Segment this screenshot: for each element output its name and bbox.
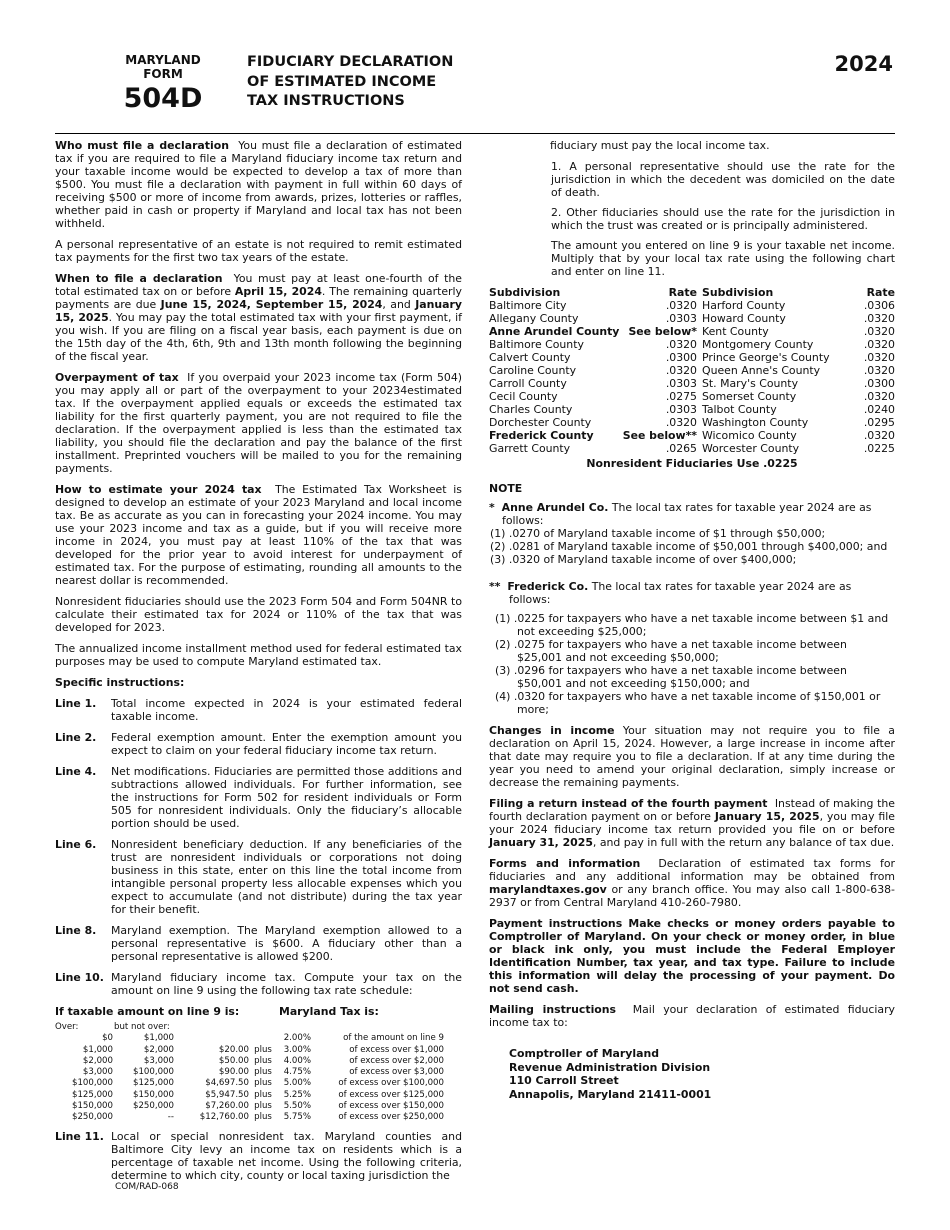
subdivision-cell: Harford County (702, 299, 786, 312)
schedule-cell-base: $7,260.00 (205, 1101, 249, 1112)
schedule-cell-pct: 2.00% (283, 1033, 311, 1044)
rate-cell: .0320 (863, 390, 895, 403)
frederick-name: Frederick Co. (507, 580, 589, 593)
frederick-note (489, 580, 895, 606)
line-text: Maryland exemption. The Maryland exemption allowed to a personal representative is $600. A fiduciary other than a personal representative is allowed $200. (111, 924, 462, 963)
subdivision-cell: Washington County (702, 416, 809, 429)
schedule-cell-pct: 5.00% (283, 1078, 311, 1089)
rate-row (489, 312, 895, 325)
schedule-cell-over: $3,000 (82, 1067, 113, 1078)
schedule-cell-base: $12,760.00 (199, 1112, 249, 1123)
line-item (55, 971, 462, 997)
schedule-cell-over: $150,000 (71, 1101, 113, 1112)
rate-row (489, 377, 895, 390)
footnote-mark: ** (489, 580, 501, 593)
rate-cell: .0320 (863, 325, 895, 338)
filing-heading: Filing a return instead of the fourth payment (489, 797, 768, 810)
how-to-estimate-text: The Estimated Tax Worksheet is designed to develop an estimate of your 2023 Maryland and local income tax. Be as accurate as you can in forecasting your 2024 income. You may use your 2023 income and tax as a guide, but if you will receive more income in 2024, you must pay at least 110% of the tax that was developed for the prior year to avoid interest for underpayment of estimated tax. For the purpose of estimating, rounding all amounts to the nearest dollar is recommended. (55, 483, 462, 587)
schedule-row (55, 1112, 444, 1123)
rate-cell: .0320 (665, 416, 697, 429)
address-line: Comptroller of Maryland (509, 1047, 659, 1060)
schedule-row (55, 1078, 444, 1089)
rate-cell: .0303 (665, 312, 697, 325)
schedule-cell-plus: plus (254, 1055, 272, 1066)
rate-row (489, 403, 895, 416)
rate-row (489, 429, 895, 442)
subdivision-cell: Baltimore City (489, 299, 567, 312)
schedule-cell-desc: of excess over $250,000 (338, 1112, 444, 1123)
forms-text-1: Declaration of estimated tax forms for fiduciaries and any additional information may be obtained from (489, 857, 895, 883)
list-item: (3) .0296 for taxpayers who have a net taxable income between $50,001 and not exceeding $150,000; and (495, 664, 847, 690)
rate-cell: .0300 (863, 377, 895, 390)
line-text: Federal exemption amount. Enter the exemption amount you expect to claim on your federal fiduciary income tax return. (111, 731, 462, 757)
nonresident-para: Nonresident fiduciaries should use the 2023 Form 504 and Form 504NR to calculate their estimated tax for 2024 or 110% of the tax that was developed for 2023. (55, 595, 462, 634)
anne-arundel-note (489, 501, 895, 527)
schedule-col-labels (55, 1022, 462, 1033)
anne-arundel-text: The local tax rates for taxable year 2024 are as follows: (502, 501, 872, 527)
filing-date-1: January 15, 2025 (714, 810, 820, 823)
rate-row (489, 299, 895, 312)
personal-rep-para: A personal representative of an estate is not required to remit estimated tax payments for the first two tax years of the estate. (55, 238, 462, 264)
line-label: Line 11. (55, 1129, 104, 1143)
frederick-text: The local tax rates for taxable year 2024 are as follows: (509, 580, 852, 606)
schedule-header (55, 1005, 462, 1018)
when-to-file-para (55, 272, 462, 363)
line-item (55, 838, 462, 916)
mailing-address (509, 1047, 895, 1102)
address-line: Annapolis, Maryland 21411-0001 (509, 1088, 712, 1102)
list-item: (4) .0320 for taxpayers who have a net taxable income of $150,001 or more; (495, 690, 881, 716)
subdivision-cell: Frederick County (489, 429, 594, 442)
criterion-3: The amount you entered on line 9 is your taxable net income. Multiply that by your local tax rate using the following chart and enter on line 11. (551, 239, 895, 278)
filing-text-1: Instead of making the fourth declaration payment on or before (489, 797, 895, 823)
rate-cell: .0275 (665, 390, 697, 403)
filing-date-2: January 31, 2025 (489, 836, 593, 849)
rate-row (489, 364, 895, 377)
criterion-2: 2. Other fiduciaries should use the rate for the jurisdiction in which the trust was created or is principally administered. (551, 206, 895, 232)
schedule-cell-base (174, 1033, 249, 1044)
line-item (55, 1130, 462, 1182)
schedule-cell-over: $0 (102, 1033, 113, 1044)
subdivision-cell: Baltimore County (489, 338, 584, 351)
line-label: Line 6. (55, 838, 97, 851)
form-id-block (115, 53, 211, 115)
changes-para (489, 724, 895, 789)
rate-cell: See below** (622, 429, 697, 442)
schedule-cell-desc: of excess over $3,000 (349, 1067, 444, 1078)
mailing-heading: Mailing instructions (489, 1003, 617, 1016)
overpayment-heading: Overpayment of tax (55, 371, 179, 384)
forms-text-2: or any branch office. You may also call 1-800-638-2937 or from Central Maryland 410-260-7980. (489, 883, 895, 909)
line-label: Line 2. (55, 731, 97, 744)
rate-cell: .0300 (665, 351, 697, 364)
col-rate: Rate (668, 286, 697, 299)
when-text-4: . You may pay the total estimated tax with your first payment, if you wish. If you are filing on a fiscal year basis, each payment is due on the 15th day of the 4th, 6th, 9th and 13th month following the beginning of the fiscal year. (55, 311, 462, 363)
when-date-3: January 15, 2025 (55, 298, 462, 324)
rate-cell: .0320 (665, 338, 697, 351)
form-code: COM/RAD-068 (115, 1182, 179, 1192)
schedule-cell-base: $90.00 (218, 1067, 249, 1078)
mailing-para (489, 1003, 895, 1029)
line-text: Nonresident beneficiary deduction. If any beneficiaries of the trust are nonresident individuals or corporations not doing business in this state, enter on this line the total income from intangible personal property less allocable expenses which you expect to accumulate (and not distribute) during the tax year for their benefit. (111, 838, 462, 916)
schedule-cell-not-over: $1,000 (143, 1033, 174, 1044)
frederick-list (495, 612, 895, 716)
subdivision-cell: Calvert County (489, 351, 571, 364)
rate-cell: .0303 (665, 377, 697, 390)
schedule-cell-desc: of excess over $100,000 (338, 1078, 444, 1089)
schedule-cell-over: $2,000 (82, 1055, 113, 1066)
rate-table-header (489, 286, 895, 299)
schedule-row (55, 1056, 444, 1067)
subdivision-cell: Garrett County (489, 442, 571, 455)
forms-heading: Forms and information (489, 857, 641, 870)
subdivision-cell: St. Mary's County (702, 377, 799, 390)
schedule-cell-over: $125,000 (71, 1089, 113, 1100)
subdivision-cell: Kent County (702, 325, 769, 338)
schedule-cell-not-over: $125,000 (132, 1078, 174, 1089)
schedule-cell-plus: plus (254, 1101, 272, 1112)
rate-row (489, 416, 895, 429)
criteria-block (551, 160, 895, 278)
filing-para (489, 797, 895, 849)
rate-cell: .0303 (665, 403, 697, 416)
overpayment-text: If you overpaid your 2023 income tax (Form 504) you may apply all or part of the overpayment to your 20234estimated tax. If the overpayment applied equals or exceeds the estimated tax liability for the first quarterly payment, you are not required to file the declaration. If the overpayment applied is less than the estimated tax liability, you should file the declaration and pay the balance of the first installment. Preprinted vouchers will be mailed to you for the remaining payments. (55, 371, 462, 475)
how-to-estimate-heading: How to estimate your 2024 tax (55, 483, 262, 496)
rate-cell: .0320 (863, 312, 895, 325)
line-label: Line 1. (55, 697, 97, 710)
left-column (55, 139, 462, 1190)
address-line: Revenue Administration Division (509, 1060, 711, 1074)
subdivision-cell: Talbot County (702, 403, 777, 416)
schedule-cell-plus: plus (254, 1089, 272, 1100)
changes-heading: Changes in income (489, 724, 615, 737)
schedule-row (55, 1090, 444, 1101)
overpayment-para (55, 371, 462, 475)
subdivision-cell: Somerset County (702, 390, 797, 403)
rate-cell: .0240 (863, 403, 895, 416)
tax-year: 2024 (834, 52, 893, 76)
rate-cell: See below* (628, 325, 697, 338)
schedule-cell-plus (249, 1033, 277, 1044)
schedule-cell-plus: plus (254, 1067, 272, 1078)
rate-cell: .0295 (863, 416, 895, 429)
schedule-cell-desc: of excess over $150,000 (338, 1101, 444, 1112)
over-label: Over: (55, 1022, 79, 1032)
not-over-label: but not over: (114, 1022, 170, 1032)
schedule-cell-desc: of excess over $125,000 (338, 1089, 444, 1100)
schedule-cell-pct: 3.00% (283, 1044, 311, 1055)
state-label: MARYLAND (125, 53, 201, 67)
line-text: Maryland fiduciary income tax. Compute your tax on the amount on line 9 using the following tax rate schedule: (111, 971, 462, 997)
anne-arundel-name: Anne Arundel Co. (501, 501, 609, 514)
schedule-cell-pct: 5.75% (283, 1112, 311, 1123)
tax-rate-schedule (55, 1033, 444, 1123)
line-item (55, 924, 462, 963)
list-item: (2) .0275 for taxpayers who have a net taxable income between $25,001 and not exceeding $50,000; (495, 638, 847, 664)
title-line: OF ESTIMATED INCOME (247, 73, 437, 90)
line-label: Line 10. (55, 971, 104, 984)
address-line: 110 Carroll Street (509, 1074, 619, 1088)
subdivision-cell: Carroll County (489, 377, 567, 390)
subdivision-cell: Caroline County (489, 364, 577, 377)
line-text: Total income expected in 2024 is your estimated federal taxable income. (111, 697, 462, 723)
rate-cell: .0320 (665, 299, 697, 312)
subdivision-cell: Worcester County (702, 442, 800, 455)
anne-arundel-list (490, 527, 895, 566)
subdivision-cell: Howard County (702, 312, 786, 325)
website-link[interactable]: marylandtaxes.gov (489, 883, 607, 896)
rate-cell: .0306 (863, 299, 895, 312)
rate-cell: .0320 (665, 364, 697, 377)
note-heading: NOTE (489, 482, 523, 495)
line-item (55, 765, 462, 830)
subdivision-cell: Dorchester County (489, 416, 592, 429)
title-line: TAX INSTRUCTIONS (247, 93, 405, 109)
rate-row (489, 325, 895, 338)
subdivision-cell: Allegany County (489, 312, 579, 325)
subdivision-cell: Anne Arundel County (489, 325, 620, 338)
rate-cell: .0320 (863, 364, 895, 377)
list-item: (1) .0270 of Maryland taxable income of $1 through $50,000; (490, 527, 826, 540)
col-subdivision: Subdivision (702, 286, 774, 299)
list-item: (3) .0320 of Maryland taxable income of over $400,000; (490, 553, 797, 566)
schedule-row (55, 1067, 444, 1078)
line-label: Line 4. (55, 765, 97, 778)
schedule-cell-not-over: $150,000 (132, 1089, 174, 1100)
schedule-cell-pct: 5.25% (283, 1089, 311, 1100)
schedule-cell-over: $100,000 (71, 1078, 113, 1089)
subdivision-cell: Queen Anne's County (702, 364, 821, 377)
schedule-cell-desc: of excess over $1,000 (349, 1044, 444, 1055)
right-column (489, 139, 895, 1102)
rate-row (489, 442, 895, 455)
when-text-2: . The remaining quarterly payments are due (55, 285, 463, 311)
schedule-cell-base: $5,947.50 (205, 1089, 249, 1100)
specific-instructions-heading: Specific instructions: (55, 676, 185, 689)
forms-para (489, 857, 895, 909)
schedule-cell-pct: 5.50% (283, 1101, 311, 1112)
schedule-row (55, 1033, 444, 1044)
criterion-1: 1. A personal representative should use the rate for the jurisdiction in which the decedent was domiciled on the date of death. (551, 160, 895, 199)
schedule-cell-not-over: $2,000 (143, 1044, 174, 1055)
schedule-cell-pct: 4.75% (283, 1067, 311, 1078)
rate-row (489, 351, 895, 364)
schedule-head-right: Maryland Tax is: (279, 1005, 379, 1018)
schedule-cell-base: $50.00 (218, 1055, 249, 1066)
schedule-row (55, 1101, 444, 1112)
annualized-para: The annualized income installment method used for federal estimated tax purposes may be used to compute Maryland estimated tax. (55, 642, 462, 668)
nonresident-rate: Nonresident Fiduciaries Use .0225 (586, 457, 798, 470)
changes-text: Your situation may not require you to file a declaration on April 15, 2024. However, a large increase in income after that date may require you to file a declaration. If at any time during the year you need to amend your original declaration, simply increase or decrease the remaining payments. (489, 724, 895, 789)
filing-text-3: , and pay in full with the return any balance of tax due. (592, 836, 895, 849)
subdivision-cell: Wicomico County (702, 429, 797, 442)
continued-text: fiduciary must pay the local income tax. (550, 139, 770, 152)
schedule-cell-pct: 4.00% (283, 1055, 311, 1066)
list-item: (1) .0225 for taxpayers who have a net taxable income between $1 and not exceeding $25,000; (495, 612, 889, 638)
footnote-mark: * (489, 501, 495, 514)
line-item (55, 697, 462, 723)
when-date-1: April 15, 2024 (234, 285, 322, 298)
schedule-cell-base: $4,697.50 (205, 1078, 249, 1089)
form-number: 504D (123, 83, 203, 114)
page-title (247, 53, 453, 112)
line-item (55, 731, 462, 757)
who-must-file-heading: Who must file a declaration (55, 139, 229, 152)
filing-text-2: , you may file your 2024 fiduciary income tax return provided you file on or before (489, 810, 895, 836)
list-item: (2) .0281 of Maryland taxable income of $50,001 through $400,000; and (490, 540, 888, 553)
header-divider (55, 133, 895, 134)
payment-instructions: Payment instructions Make checks or money orders payable to Comptroller of Maryland. On your check or money order, in blue or black ink only, you must include the Federal Employer Identification Number, tax year, and tax type. Failure to include this information will delay the processing of your payment. Do not send cash. (489, 917, 895, 995)
subdivision-cell: Cecil County (489, 390, 558, 403)
schedule-cell-not-over: $100,000 (132, 1067, 174, 1078)
subdivision-cell: Montgomery County (702, 338, 814, 351)
form-label: FORM (143, 67, 183, 81)
schedule-cell-over: $250,000 (71, 1112, 113, 1123)
local-rate-table (489, 286, 895, 455)
when-text-3: , and (382, 298, 411, 311)
schedule-cell-base: $20.00 (218, 1044, 249, 1055)
title-line: FIDUCIARY DECLARATION (247, 54, 454, 70)
rate-cell: .0225 (863, 442, 895, 455)
schedule-cell-plus: plus (254, 1044, 272, 1055)
when-text-1: You must pay at least one-fourth of the total estimated tax on or before (55, 272, 462, 298)
line-text: Local or special nonresident tax. Maryland counties and Baltimore City levy an income tax on residents which is a percentage of taxable net income. Using the following criteria, determine to which city, county or local taxing jurisdiction the (111, 1129, 462, 1182)
line-text: Net modifications. Fiduciaries are permitted those additions and subtractions allowed individuals. For further information, see the instructions for Form 502 for resident individuals or Form 505 for nonresident individuals. Only the fiduciary’s allocable portion should be used. (111, 765, 462, 830)
schedule-cell-not-over: $3,000 (143, 1055, 174, 1066)
rate-cell: .0320 (863, 338, 895, 351)
schedule-cell-not-over: $250,000 (132, 1101, 174, 1112)
col-subdivision: Subdivision (489, 286, 561, 299)
schedule-row (55, 1045, 444, 1056)
schedule-cell-desc: of the amount on line 9 (343, 1033, 444, 1044)
schedule-cell-desc: of excess over $2,000 (349, 1055, 444, 1066)
schedule-cell-not-over: -- (167, 1112, 174, 1123)
mailing-text: Mail your declaration of estimated fiduciary income tax to: (489, 1003, 895, 1029)
who-must-file-para (55, 139, 462, 230)
subdivision-cell: Charles County (489, 403, 573, 416)
how-to-estimate-para (55, 483, 462, 587)
rate-cell: .0320 (863, 351, 895, 364)
when-to-file-heading: When to file a declaration (55, 272, 223, 285)
subdivision-cell: Prince George's County (702, 351, 830, 364)
schedule-cell-plus: plus (254, 1112, 272, 1123)
schedule-cell-plus: plus (254, 1078, 272, 1089)
when-date-2: June 15, 2024, September 15, 2024 (160, 298, 383, 311)
rate-cell: .0320 (863, 429, 895, 442)
col-rate: Rate (866, 286, 895, 299)
rate-cell: .0265 (665, 442, 697, 455)
who-must-file-text: You must file a declaration of estimated tax if you are required to file a Maryland fiduciary income tax return and your taxable income would be expected to develop a tax of more than $500. You must file a declaration with payment in full within 60 days of receiving $500 or more of income from awards, prizes, lotteries or raffles, whether paid in cash or property if Maryland and local tax has not been withheld. (55, 139, 463, 230)
line-label: Line 8. (55, 924, 97, 937)
schedule-head-left: If taxable amount on line 9 is: (55, 1005, 240, 1018)
schedule-cell-over: $1,000 (82, 1044, 113, 1055)
rate-row (489, 338, 895, 351)
rate-row (489, 390, 895, 403)
